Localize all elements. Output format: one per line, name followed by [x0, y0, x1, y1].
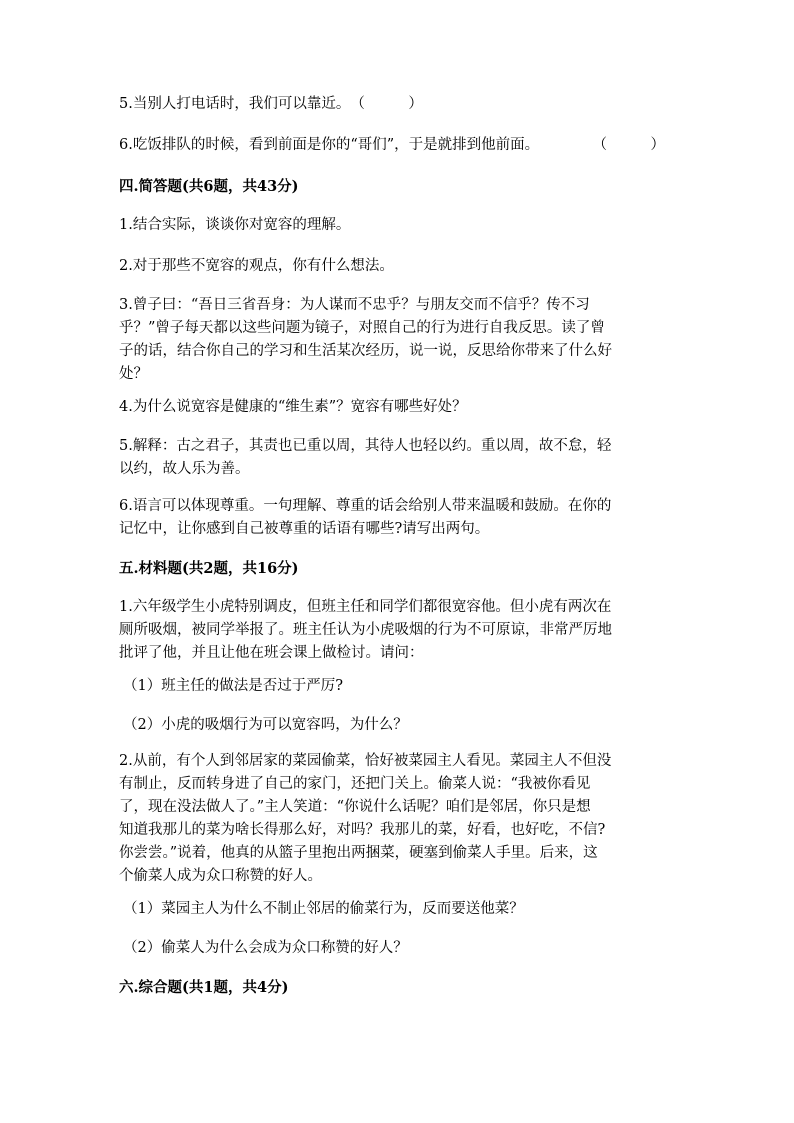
section-4-question-6-line: 6.语言可以体现尊重。一句理解、尊重的话会给别人带来温暖和鼓励。在你的 — [119, 498, 612, 514]
section-6-title: 六.综合题(共1题，共4分) — [119, 979, 289, 996]
tf-question-6 — [119, 134, 665, 157]
section-5-question-2-line: 你尝尝。”说着，他真的从篮子里抱出两捆菜，硬塞到偷菜人手里。后来，这 — [119, 845, 598, 861]
tf-question-5-text: 5.当别人打电话时，我们可以靠近。 — [119, 96, 351, 112]
tf-question-6-text: 6.吃饭排队的时候，看到前面是你的“哥们”，于是就排到他前面。 — [119, 137, 540, 153]
section-4-question-3-line: 子的话，结合你自己的学习和生活某次经历，说一说，反思给你带来了什么好 — [119, 343, 612, 359]
section-4-question-3-line: 乎？”曾子每天都以这些问题为镜子，对照自己的行为进行自我反思。读了曾 — [119, 320, 605, 336]
section-4-question-3-line: 3.曾子曰：“吾日三省吾身：为人谋而不忠乎？与朋友交而不信乎？传不习 — [119, 297, 590, 313]
section-5-question-2-line: 2.从前，有个人到邻居家的菜园偷菜，恰好被菜园主人看见。菜园主人不但没 — [119, 753, 612, 769]
section-5-question-2-sub-2: （2）偷菜人为什么会成为众口称赞的好人？ — [123, 940, 408, 956]
section-4-question-6-line: 记忆中，让你感到自己被尊重的话语有哪些?请写出两句。 — [119, 521, 490, 537]
section-5-question-2-line: 个偷菜人成为众口称赞的好人。 — [119, 868, 322, 884]
section-5-question-2-line: 知道我那儿的菜为啥长得那么好，对吗？我那儿的菜，好看，也好吃，不信? — [119, 822, 606, 838]
section-5-question-1-line: 厕所吸烟，被同学举报了。班主任认为小虎吸烟的行为不可原谅，非常严厉地 — [119, 622, 612, 638]
section-5-question-2-line: 了，现在没法做人了。”主人笑道：“你说什么话呢？咱们是邻居，你只是想 — [119, 799, 591, 815]
tf-question-6-blank: （ ） — [592, 137, 665, 153]
section-5-question-1-line: 批评了他，并且让他在班会课上做检讨。请问： — [119, 645, 424, 661]
section-4-question-5-line: 以约，故人乐为善。 — [119, 461, 250, 477]
section-5-title: 五.材料题(共2题，共16分) — [119, 560, 299, 577]
section-5-question-2-sub-1: （1）菜园主人为什么不制止邻居的偷菜行为，反而要送他菜？ — [123, 901, 524, 917]
tf-question-5-blank: （ ） — [350, 96, 423, 112]
section-4-question-4: 4.为什么说宽容是健康的“维生素”？宽容有哪些好处？ — [119, 399, 467, 415]
section-4-question-3-line: 处？ — [119, 366, 148, 382]
tf-question-5 — [119, 93, 679, 116]
section-5-question-1-sub-1: （1）班主任的做法是否过于严厉? — [123, 678, 343, 694]
section-5-question-2-line: 有制止，反而转身进了自己的家门，还把门关上。偷菜人说：“我被你看见 — [119, 776, 591, 792]
section-4-question-1: 1.结合实际，谈谈你对宽容的理解。 — [119, 217, 351, 233]
section-4-question-2: 2.对于那些不宽容的观点，你有什么想法。 — [119, 258, 394, 274]
section-5-question-1-sub-2: （2）小虎的吸烟行为可以宽容吗，为什么？ — [123, 717, 408, 733]
section-4-question-5-line: 5.解释：古之君子，其责也已重以周，其待人也轻以约。重以周，故不怠，轻 — [119, 438, 612, 454]
section-4-title: 四.简答题(共6题，共43分) — [119, 178, 299, 195]
section-5-question-1-line: 1.六年级学生小虎特别调皮，但班主任和同学们都很宽容他。但小虎有两次在 — [119, 599, 612, 615]
